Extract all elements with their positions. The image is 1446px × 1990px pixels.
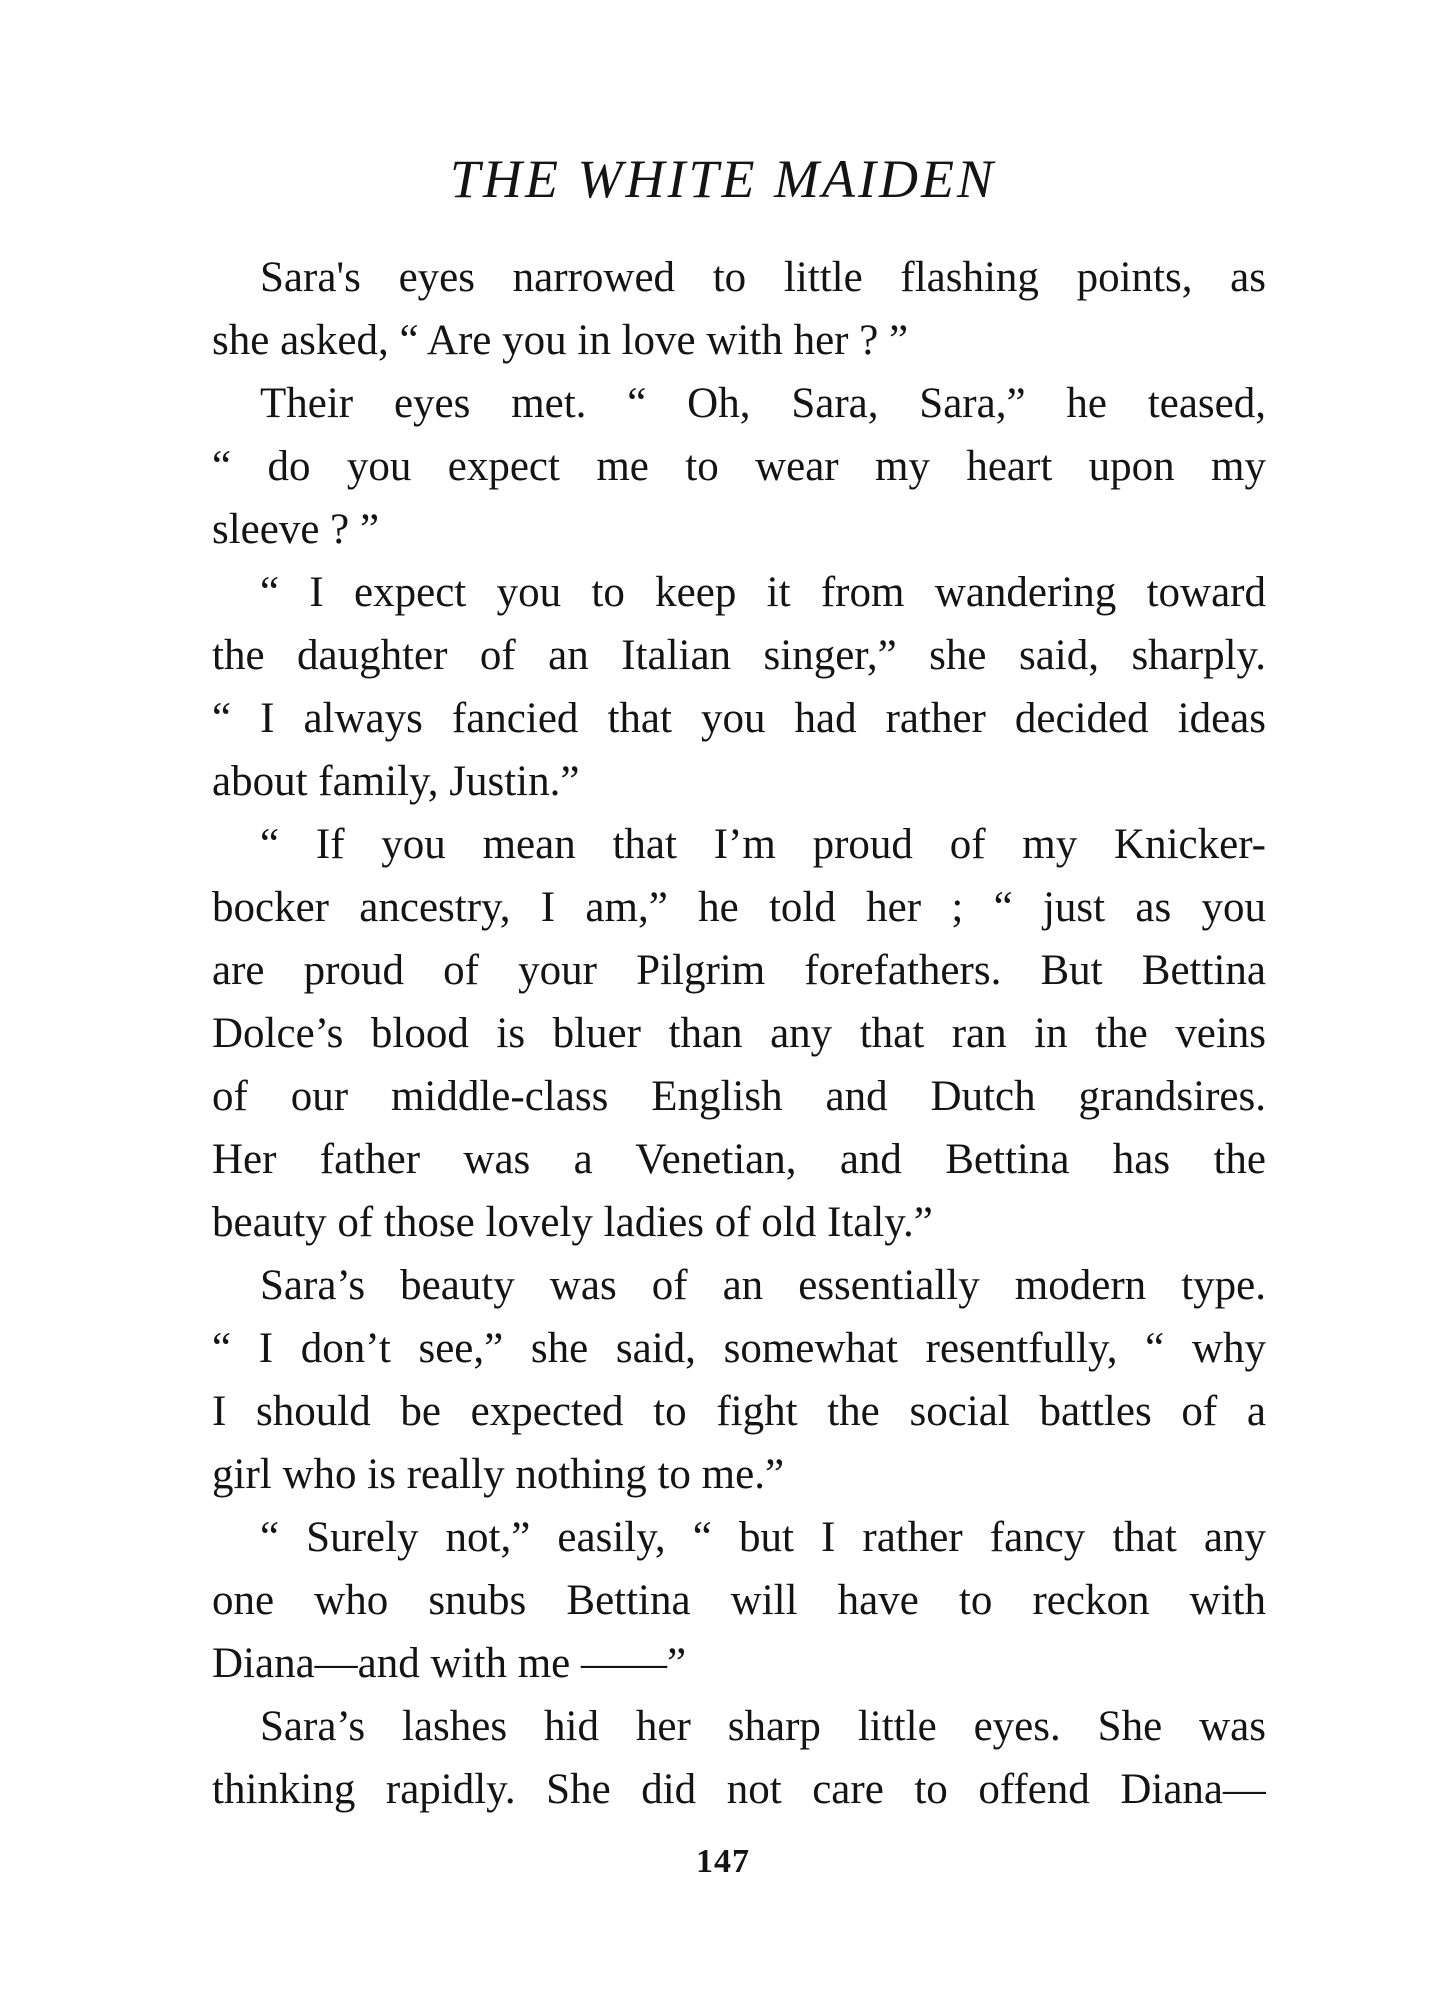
text-line: Dolce’s blood is bluer than any that ran in the veins	[212, 1010, 1266, 1057]
text-line: about family, Justin.”	[212, 758, 580, 805]
text-line: are proud of your Pilgrim forefathers. But Bettina	[212, 947, 1266, 994]
text-line: “ I always fancied that you had rather decided ideas	[212, 695, 1266, 742]
text-line: I should be expected to fight the social battles of a	[212, 1388, 1266, 1435]
text-line: “ I expect you to keep it from wandering toward	[260, 569, 1266, 616]
text-line: “ I don’t see,” she said, somewhat resentfully, “ why	[212, 1325, 1266, 1372]
text-line: she asked, “ Are you in love with her ? ”	[212, 317, 909, 364]
text-line: one who snubs Bettina will have to reckon with	[212, 1577, 1266, 1624]
text-line: “ do you expect me to wear my heart upon my	[212, 443, 1266, 490]
body-text	[212, 246, 1266, 1821]
text-line: beauty of those lovely ladies of old Italy.”	[212, 1199, 933, 1246]
text-line: “ If you mean that I’m proud of my Knicker-	[260, 821, 1266, 868]
text-line: Her father was a Venetian, and Bettina has the	[212, 1136, 1266, 1183]
page-number: 147	[696, 1843, 750, 1880]
text-line: Sara’s beauty was of an essentially modern type.	[260, 1262, 1266, 1309]
text-line: Their eyes met. “ Oh, Sara, Sara,” he teased,	[260, 380, 1266, 427]
text-line: Sara's eyes narrowed to little flashing points, as	[260, 254, 1266, 301]
text-line: Diana—and with me ——”	[212, 1640, 687, 1687]
text-line: the daughter of an Italian singer,” she said, sharply.	[212, 632, 1266, 679]
running-head: THE WHITE MAIDEN	[450, 149, 996, 209]
text-line: Sara’s lashes hid her sharp little eyes. She was	[260, 1703, 1266, 1750]
text-line: sleeve ? ”	[212, 506, 380, 553]
text-line: bocker ancestry, I am,” he told her ; “ just as you	[212, 884, 1266, 931]
text-line: girl who is really nothing to me.”	[212, 1451, 785, 1498]
text-line: thinking rapidly. She did not care to offend Diana—	[212, 1766, 1266, 1813]
text-line: of our middle-class English and Dutch grandsires.	[212, 1073, 1266, 1120]
text-line: “ Surely not,” easily, “ but I rather fancy that any	[260, 1514, 1266, 1561]
